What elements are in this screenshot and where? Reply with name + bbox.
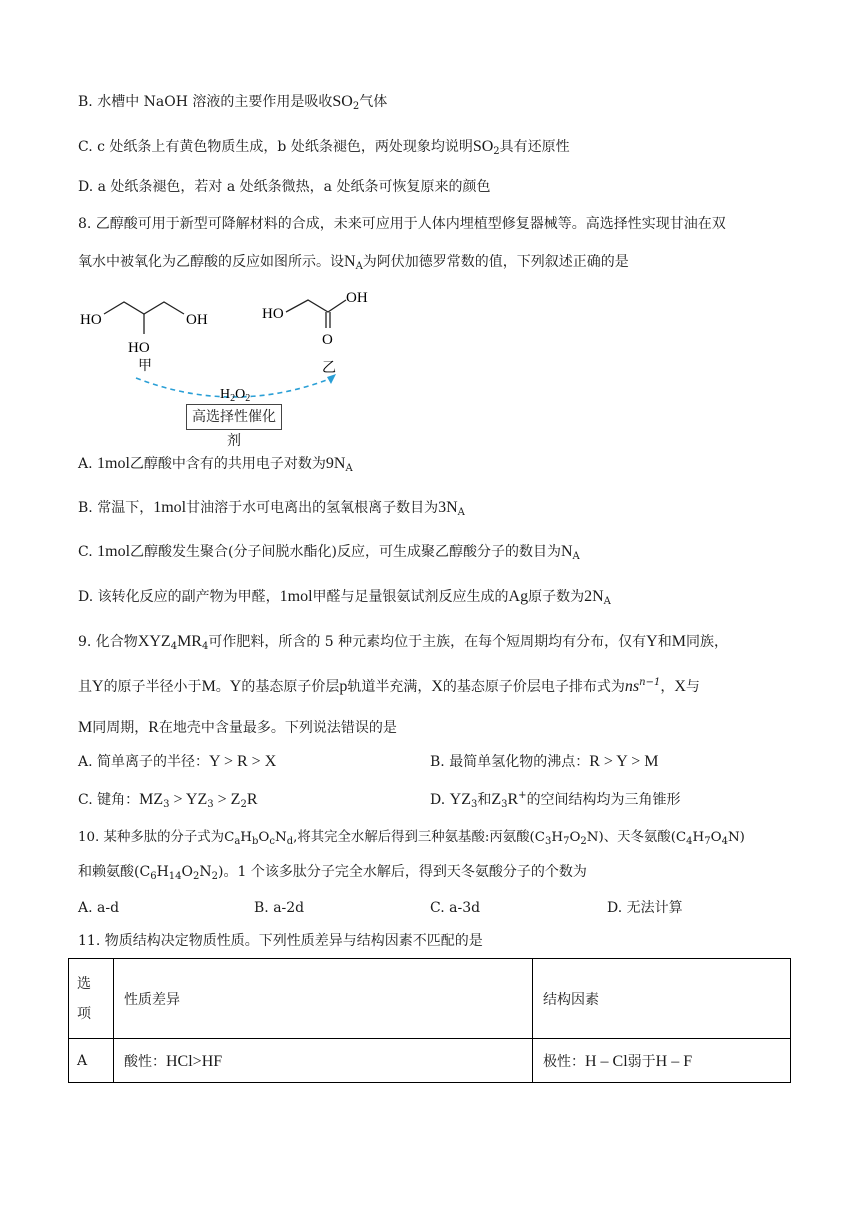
q7-b-text: B. 水槽中 NaOH 溶液的主要作用是吸收 [78,94,333,110]
label-jia: 甲 [138,358,152,374]
q9-stem-line2: 且Y的原子半径小于M。Y的基态原子价层p轨道半充满，X的基态原子价层电子排布式为$ns^{n-1}$，X与 [78,677,700,695]
q11-table [68,958,791,1083]
catalyst-label: 高选择性催化剂 [186,404,282,430]
q9-option-b: B. 最简单氢化物的沸点：R > Y > M [430,753,659,770]
q10-option-b: B. a-2d [254,900,305,916]
q8-stem-line2: 氧水中被氧化为乙醇酸的反应如图所示。设$N_A$为阿伏加德罗常数的值，下列叙述正确的是 [78,253,629,272]
q7-c-text: C. c 处纸条上有黄色物质生成，b 处纸条褪色，两处现象均说明 [78,139,473,155]
q10-stem-line1: 10. 某种多肽的分子式为$C_aH_bO_cN_d$,将其完全水解后得到三种氨基酸:丙氨酸$(C_3H_7O_2N)$、天冬氨酸$(C_4H_7O_4N)$ [78,830,745,847]
q8-option-d: D. 该转化反应的副产物为甲醛，1mol甲醛与足量银氨试剂反应生成的Ag原子数为$2N_A$ [78,588,611,607]
label-yi: 乙 [322,360,336,376]
q10-option-d: D. 无法计算 [607,900,683,916]
glycerol-oh-right: OH [186,312,208,328]
header-structure: 结构因素 [533,959,791,1039]
row-option: A [69,1039,114,1083]
glycolic-carbonyl-o: O [322,332,333,348]
glycerol-ho-middle: HO [128,340,150,356]
q10-stem-line2: 和赖氨酸$(C_6H_{14}O_2N_2)$。1 个该多肽分子完全水解后，得到天冬氨酸分子的个数为 [78,864,587,882]
table-row [69,1039,791,1083]
header-property: 性质差异 [114,959,533,1039]
glycolic-ho: HO [262,306,284,322]
row-structure: 极性：H – Cl弱于H – F [533,1039,791,1083]
q9-option-c: C. 键角：$MZ_3 > YZ_3 > Z_2R$ [78,791,258,810]
q11-stem: 11. 物质结构决定物质性质。下列性质差异与结构因素不匹配的是 [78,933,483,949]
header-option: 选 项 [69,959,114,1039]
q7-option-c: C. c 处纸条上有黄色物质生成，b 处纸条褪色，两处现象均说明$SO_2$具有还原性 [78,138,570,157]
q7-option-d: D. a 处纸条褪色，若对 a 处纸条微热，a 处纸条可恢复原来的颜色 [78,179,491,195]
glycolic-oh: OH [346,290,368,306]
q9-option-a: A. 简单离子的半径：Y > R > X [78,753,277,770]
q8-option-b: B. 常温下，1mol甘油溶于水可电离出的氢氧根离子数目为$3N_A$ [78,499,465,518]
q8-option-c: C. 1mol乙醇酸发生聚合(分子间脱水酯化)反应，可生成聚乙醇酸分子的数目为$N_A$ [78,543,580,562]
q8-stem-line1: 8. 乙醇酸可用于新型可降解材料的合成，未来可应用于人体内埋植型修复器械等。高选择性实现甘油在双 [78,216,726,232]
table-header-row [69,959,791,1039]
q10-option-a: A. a-d [78,900,120,916]
row-property: 酸性：HCl>HF [114,1039,533,1083]
q8-option-a: A. 1mol乙醇酸中含有的共用电子对数为$9N_A$ [78,455,353,474]
q7-option-b: B. 水槽中 NaOH 溶液的主要作用是吸收$SO_2$气体 [78,93,388,112]
glycerol-structure [104,302,184,334]
q10-option-c: C. a-3d [430,900,481,916]
q9-stem-line3: M同周期，R在地壳中含量最多。下列说法错误的是 [78,719,397,736]
glycolic-acid-structure [286,300,346,328]
glycerol-ho-left: HO [80,312,102,328]
q9-stem-line1: 9. 化合物$XYZ_4MR_4$可作肥料，所含的 5 种元素均位于主族，在每个短周期均有分布，仅有Y和M同族， [78,633,728,652]
q9-option-d: D. $YZ_3$和$Z_3R^+$的空间结构均为三角锥形 [430,790,681,810]
reagent-h2o2: $H_2O_2$ [220,387,251,404]
